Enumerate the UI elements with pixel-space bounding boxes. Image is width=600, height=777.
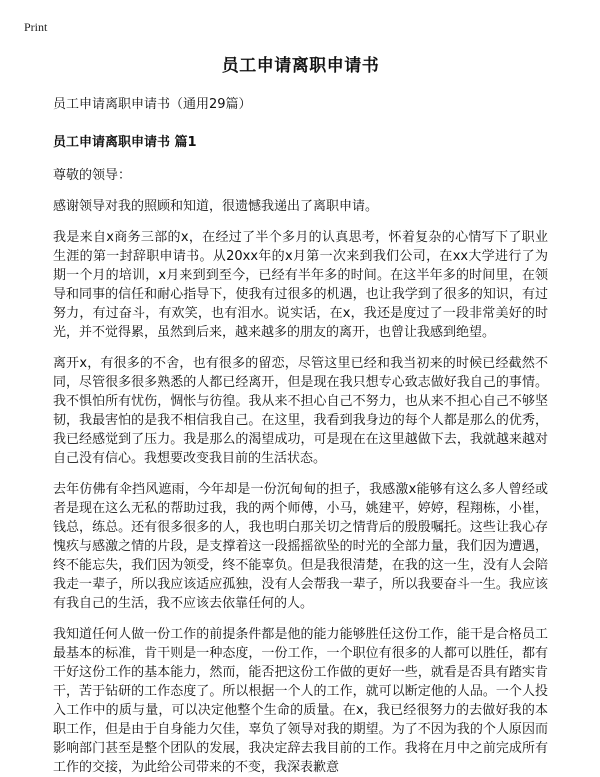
section-heading: 员工申请离职申请书 篇1 [53,135,197,150]
body-paragraph: 我是来自x商务三部的x，在经过了半个多月的认真思考，怀着复杂的心情写下了职业生涯的第一封辞职申请书。从20xx年的x月第一次来到我们公司，在xx大学进行了为期一个月的培训，x月来到到至今，已经有半年多的时间。在这半年多的时间里，在领导和同事的信任和耐心指导下，使我有过很多的机遇，也让我学到了很多的知识，有过努力，有过奋斗，有欢笑，也有泪水。说实话，在x，我还是度过了一段非常美好的时光，并不觉得累，虽然到后来，越来越多的朋友的离开，也曾让我感到绝望。 [53,230,548,340]
document-subtitle: 员工申请离职申请书（通用29篇） [53,97,252,112]
body-paragraph: 我知道任何人做一份工作的前提条件都是他的能力能够胜任这份工作，能干是合格员工最基本的标准，肯干则是一种态度，一份工作，一个职位有很多的人都可以胜任，都有干好这份工作的基本能力，然而，能否把这份工作做的更好一些，就看是否具有踏实肯干，苦于钻研的工作态度了。所以根据一个人的工作，就可以断定他的人品。一个人投入工作中的质与量，可以决定他整个生命的质量。在x，我已经很努力的去做好我的本职工作，但是由于自身能力欠佳，辜负了领导对我的期望。为了不因为我的个人原因而影响部门甚至是整个团队的发展，我决定辞去我目前的工作。我将在月中之前完成所有工作的交接，为此给公司带来的不变，我深表歉意 [53,627,548,775]
salutation: 尊敬的领导： [53,168,132,183]
body-paragraph: 去年仿佛有伞挡风遮雨，今年却是一份沉甸甸的担子，我感激x能够有这么多人曾经或者是现在这么无私的帮助过我，我的两个师傅，小马，姚建平，婷婷，程翔栋，小崔，钱总，练总。还有很多很多的人，我也明白那关切之情背后的殷殷嘱托。这些让我心存愧疚与感激之情的片段，是支撑着这一段摇摇欲坠的时光的全部力量，我们因为遭遇，终不能忘失，我们因为领受，终不能辜负。但是我很清楚，在我的这一生，没有人会陪我走一辈子，所以我应该适应孤独，没有人会帮我一辈子，所以我要奋斗一生。我应该有我自己的生活，我不应该去依靠任何的人。 [53,482,548,611]
print-link[interactable]: Print [24,20,48,34]
page-title: 员工申请离职申请书 [221,56,380,76]
body-paragraph: 离开x，有很多的不舍，也有很多的留恋，尽管这里已经和我当初来的时候已经截然不同，尽管很多很多熟悉的人都已经离开，但是现在我只想专心致志做好我自己的事情。我不惧怕所有忧伤，惆怅与彷徨。我从来不担心自己不努力，也从来不担心自己不够坚韧，我最害怕的是我不相信我自己。在这里，我看到我身边的每个人都是那么的优秀，我已经感觉到了压力。我是那么的渴望成功，可是现在在这里越做下去，我就越来越对自己没有信心。我想要改变我目前的生活状态。 [53,356,548,466]
body-paragraph: 感谢领导对我的照顾和知道，很遗憾我递出了离职申请。 [53,199,379,214]
